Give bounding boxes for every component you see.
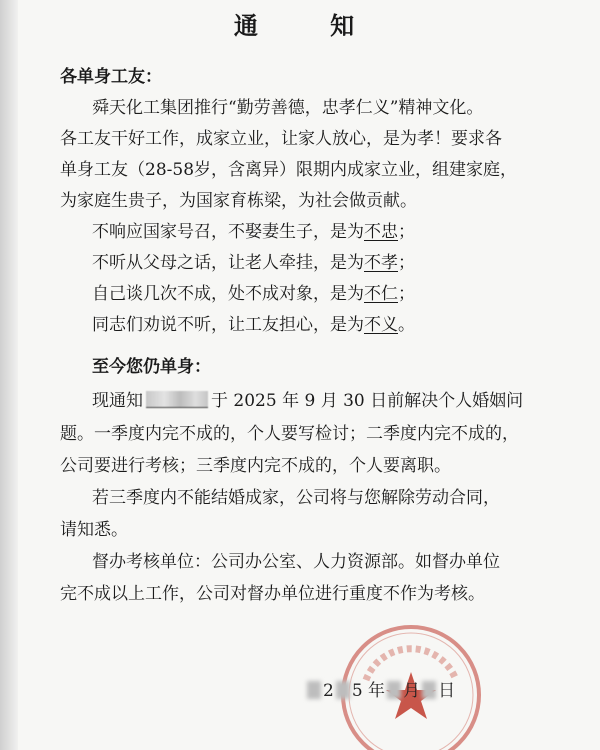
signature-date: 2 5 年 月 日 <box>305 676 455 701</box>
virtue-line: 不听从父母之话，让老人牵挂，是为不孝； <box>92 253 415 273</box>
paragraph-line: 舜天化工集团推行“勤劳善德，忠孝仁义”精神文化。 <box>92 98 484 118</box>
virtue-word: 不孝 <box>364 253 398 273</box>
paragraph-line: 完不成以上工作，公司对督办单位进行重度不作为考核。 <box>60 584 485 604</box>
redacted-name <box>146 391 208 408</box>
paragraph-line: 请知悉。 <box>60 520 128 540</box>
paragraph-line: 为家庭生贵子，为国家育栋梁，为社会做贡献。 <box>60 191 417 211</box>
notice-line: 题。一季度内完不成的，个人要写检讨；二季度内完不成的， <box>60 424 519 444</box>
paragraph-line: 若三季度内不能结婚成家，公司将与您解除劳动合同， <box>92 488 500 508</box>
virtue-word: 不仁 <box>364 284 398 304</box>
subheading: 至今您仍单身： <box>92 357 211 377</box>
paragraph-line: 督办考核单位：公司办公室、人力资源部。如督办单位 <box>92 552 500 572</box>
virtue-word: 不忠 <box>364 222 398 242</box>
document-title: 通 知 <box>233 11 387 40</box>
greeting: 各单身工友： <box>60 67 162 87</box>
notice-line: 现通知 于 2025 年 9 月 30 日前解决个人婚姻问 <box>92 391 524 411</box>
notice-line: 公司要进行考核；三季度内完不成的，个人要离职。 <box>60 456 451 476</box>
virtue-word: 不义 <box>364 315 398 335</box>
virtue-line: 同志们劝说不听，让工友担心，是为不义。 <box>92 315 415 335</box>
virtue-line: 自己谈几次不成，处不成对象，是为不仁； <box>92 284 415 304</box>
paragraph-line: 各工友干好工作，成家立业，让家人放心，是为孝！要求各 <box>60 129 502 149</box>
paragraph-line: 单身工友（28-58岁，含离异）限期内成家立业，组建家庭， <box>60 160 518 180</box>
virtue-line: 不响应国家号召，不娶妻生子，是为不忠； <box>92 222 415 242</box>
